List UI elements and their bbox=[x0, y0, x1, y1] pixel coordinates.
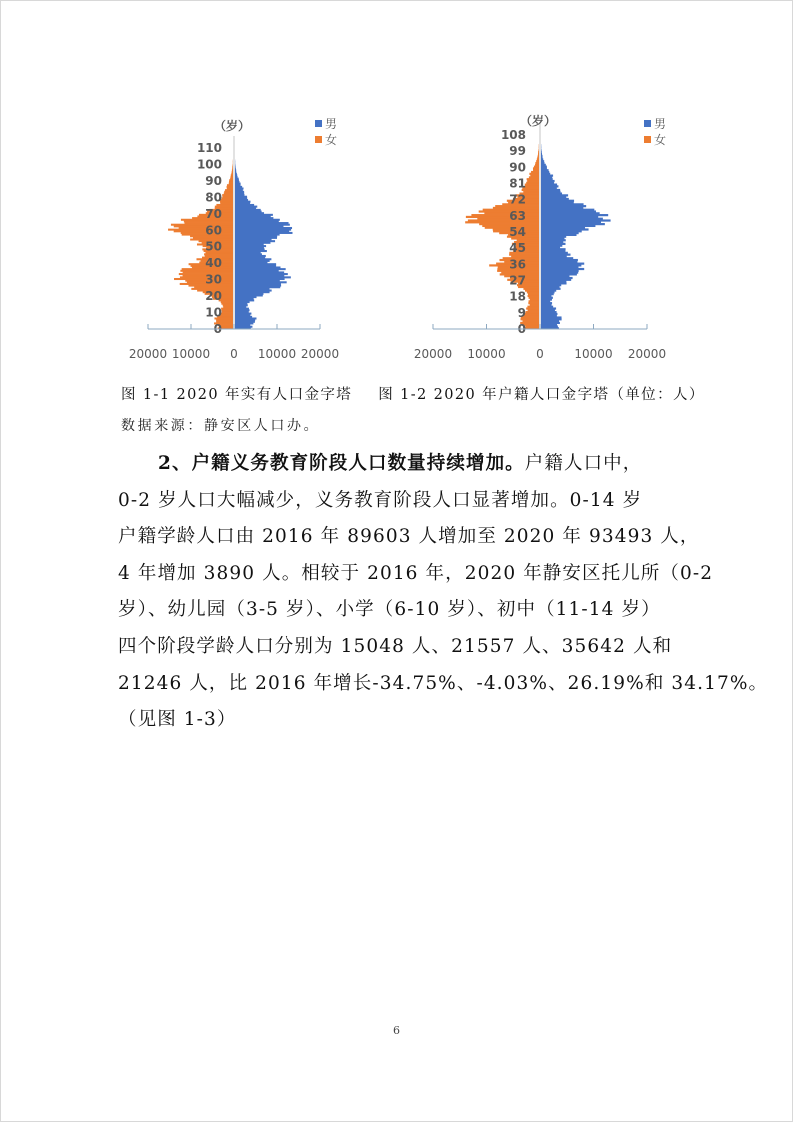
page-number: 6 bbox=[393, 1024, 400, 1037]
paragraph-line-4: 4 年增加 3890 人。相较于 2016 年，2020 年静安区托儿所（0-2 bbox=[118, 562, 714, 584]
x-tick-label: 10000 bbox=[574, 347, 613, 361]
x-tick-label: 10000 bbox=[257, 347, 297, 361]
x-tick-label: 20000 bbox=[627, 347, 667, 361]
x-tick-label: 0 bbox=[230, 347, 238, 361]
chart-legend bbox=[315, 117, 337, 147]
legend-female-swatch bbox=[644, 136, 651, 143]
age-tick-label: 63 bbox=[509, 208, 526, 223]
x-tick-label: 0 bbox=[536, 347, 544, 361]
x-axis bbox=[414, 324, 666, 361]
x-tick-label: 10000 bbox=[467, 347, 506, 361]
figure-captions bbox=[121, 383, 705, 404]
age-tick-label: 110 bbox=[196, 141, 222, 155]
x-tick-label: 10000 bbox=[171, 347, 211, 361]
age-tick-label: 54 bbox=[509, 225, 526, 239]
y-axis-unit-label: （岁） bbox=[213, 119, 251, 133]
paragraph-line-2: 0-2 岁人口大幅减少，义务教育阶段人口显著增加。0-14 岁 bbox=[118, 489, 643, 511]
body-paragraph bbox=[118, 446, 769, 739]
age-tick-label: 50 bbox=[205, 239, 222, 254]
section-heading: 2、户籍义务教育阶段人口数量持续增加。 bbox=[158, 453, 525, 474]
chart-legend bbox=[644, 117, 666, 147]
legend-female-swatch bbox=[315, 136, 322, 143]
legend-male-swatch bbox=[644, 120, 651, 127]
age-tick-label: 40 bbox=[205, 256, 222, 271]
paragraph-line-7: 21246 人，比 2016 年增长-34.75%、-4.03%、26.19%和 34.17%。 bbox=[118, 672, 769, 694]
age-tick-label: 90 bbox=[509, 160, 526, 175]
age-tick-label: 99 bbox=[509, 144, 526, 159]
age-tick-label: 81 bbox=[509, 176, 526, 191]
x-tick-label: 20000 bbox=[128, 347, 168, 361]
pyramid-chart-registered-population bbox=[410, 110, 680, 370]
age-tick-label: 18 bbox=[509, 289, 526, 304]
legend-label: 男 bbox=[654, 117, 667, 131]
age-tick-label: 20 bbox=[205, 289, 222, 304]
y-axis-unit-label: （岁） bbox=[519, 114, 557, 128]
age-tick-label: 108 bbox=[500, 128, 526, 142]
age-tick-label: 30 bbox=[205, 272, 222, 287]
paragraph-line-5: 岁）、幼儿园（3-5 岁）、小学（6-10 岁）、初中（11-14 岁） bbox=[118, 599, 661, 621]
pyramid-bars bbox=[465, 144, 610, 329]
age-tick-label: 80 bbox=[205, 190, 222, 205]
x-tick-label: 20000 bbox=[413, 347, 453, 361]
x-tick-label: 20000 bbox=[300, 347, 340, 361]
age-tick-label: 100 bbox=[196, 157, 222, 172]
age-tick-label: 0 bbox=[517, 322, 526, 336]
age-tick-label: 9 bbox=[517, 305, 526, 320]
age-tick-label: 72 bbox=[509, 192, 526, 207]
age-tick-label: 10 bbox=[205, 305, 222, 320]
pyramid-chart-actual-population bbox=[130, 110, 350, 370]
pyramid-chart-1-svg bbox=[130, 110, 350, 370]
age-tick-label: 90 bbox=[205, 173, 222, 188]
paragraph-line-8: （见图 1-3） bbox=[118, 709, 237, 731]
legend-male-swatch bbox=[315, 120, 322, 127]
x-axis bbox=[129, 324, 339, 361]
age-tick-label: 0 bbox=[213, 322, 222, 336]
legend-label: 女 bbox=[325, 133, 338, 147]
age-tick-label: 36 bbox=[509, 257, 526, 272]
legend-label: 男 bbox=[325, 117, 338, 131]
paragraph-line-3: 户籍学龄人口由 2016 年 89603 人增加至 2020 年 93493 人， bbox=[118, 526, 700, 548]
figure-caption-2: 图 1-2 2020 年户籍人口金字塔（单位：人） bbox=[378, 387, 705, 403]
age-tick-label: 45 bbox=[509, 241, 526, 256]
pyramid-chart-2-svg bbox=[410, 110, 680, 370]
age-tick-label: 60 bbox=[205, 223, 222, 238]
figure-caption-1: 图 1-1 2020 年实有人口金字塔 bbox=[121, 387, 353, 403]
age-tick-label: 70 bbox=[205, 206, 222, 221]
data-source-note: 数据来源：静安区人口办。 bbox=[121, 418, 321, 434]
age-tick-label: 27 bbox=[509, 273, 526, 288]
pyramid-bars bbox=[168, 160, 292, 330]
legend-label: 女 bbox=[654, 133, 667, 147]
paragraph-line-1: 2、户籍义务教育阶段人口数量持续增加。户籍人口中， bbox=[158, 453, 643, 474]
paragraph-line-6: 四个阶段学龄人口分别为 15048 人、21557 人、35642 人和 bbox=[118, 635, 673, 657]
